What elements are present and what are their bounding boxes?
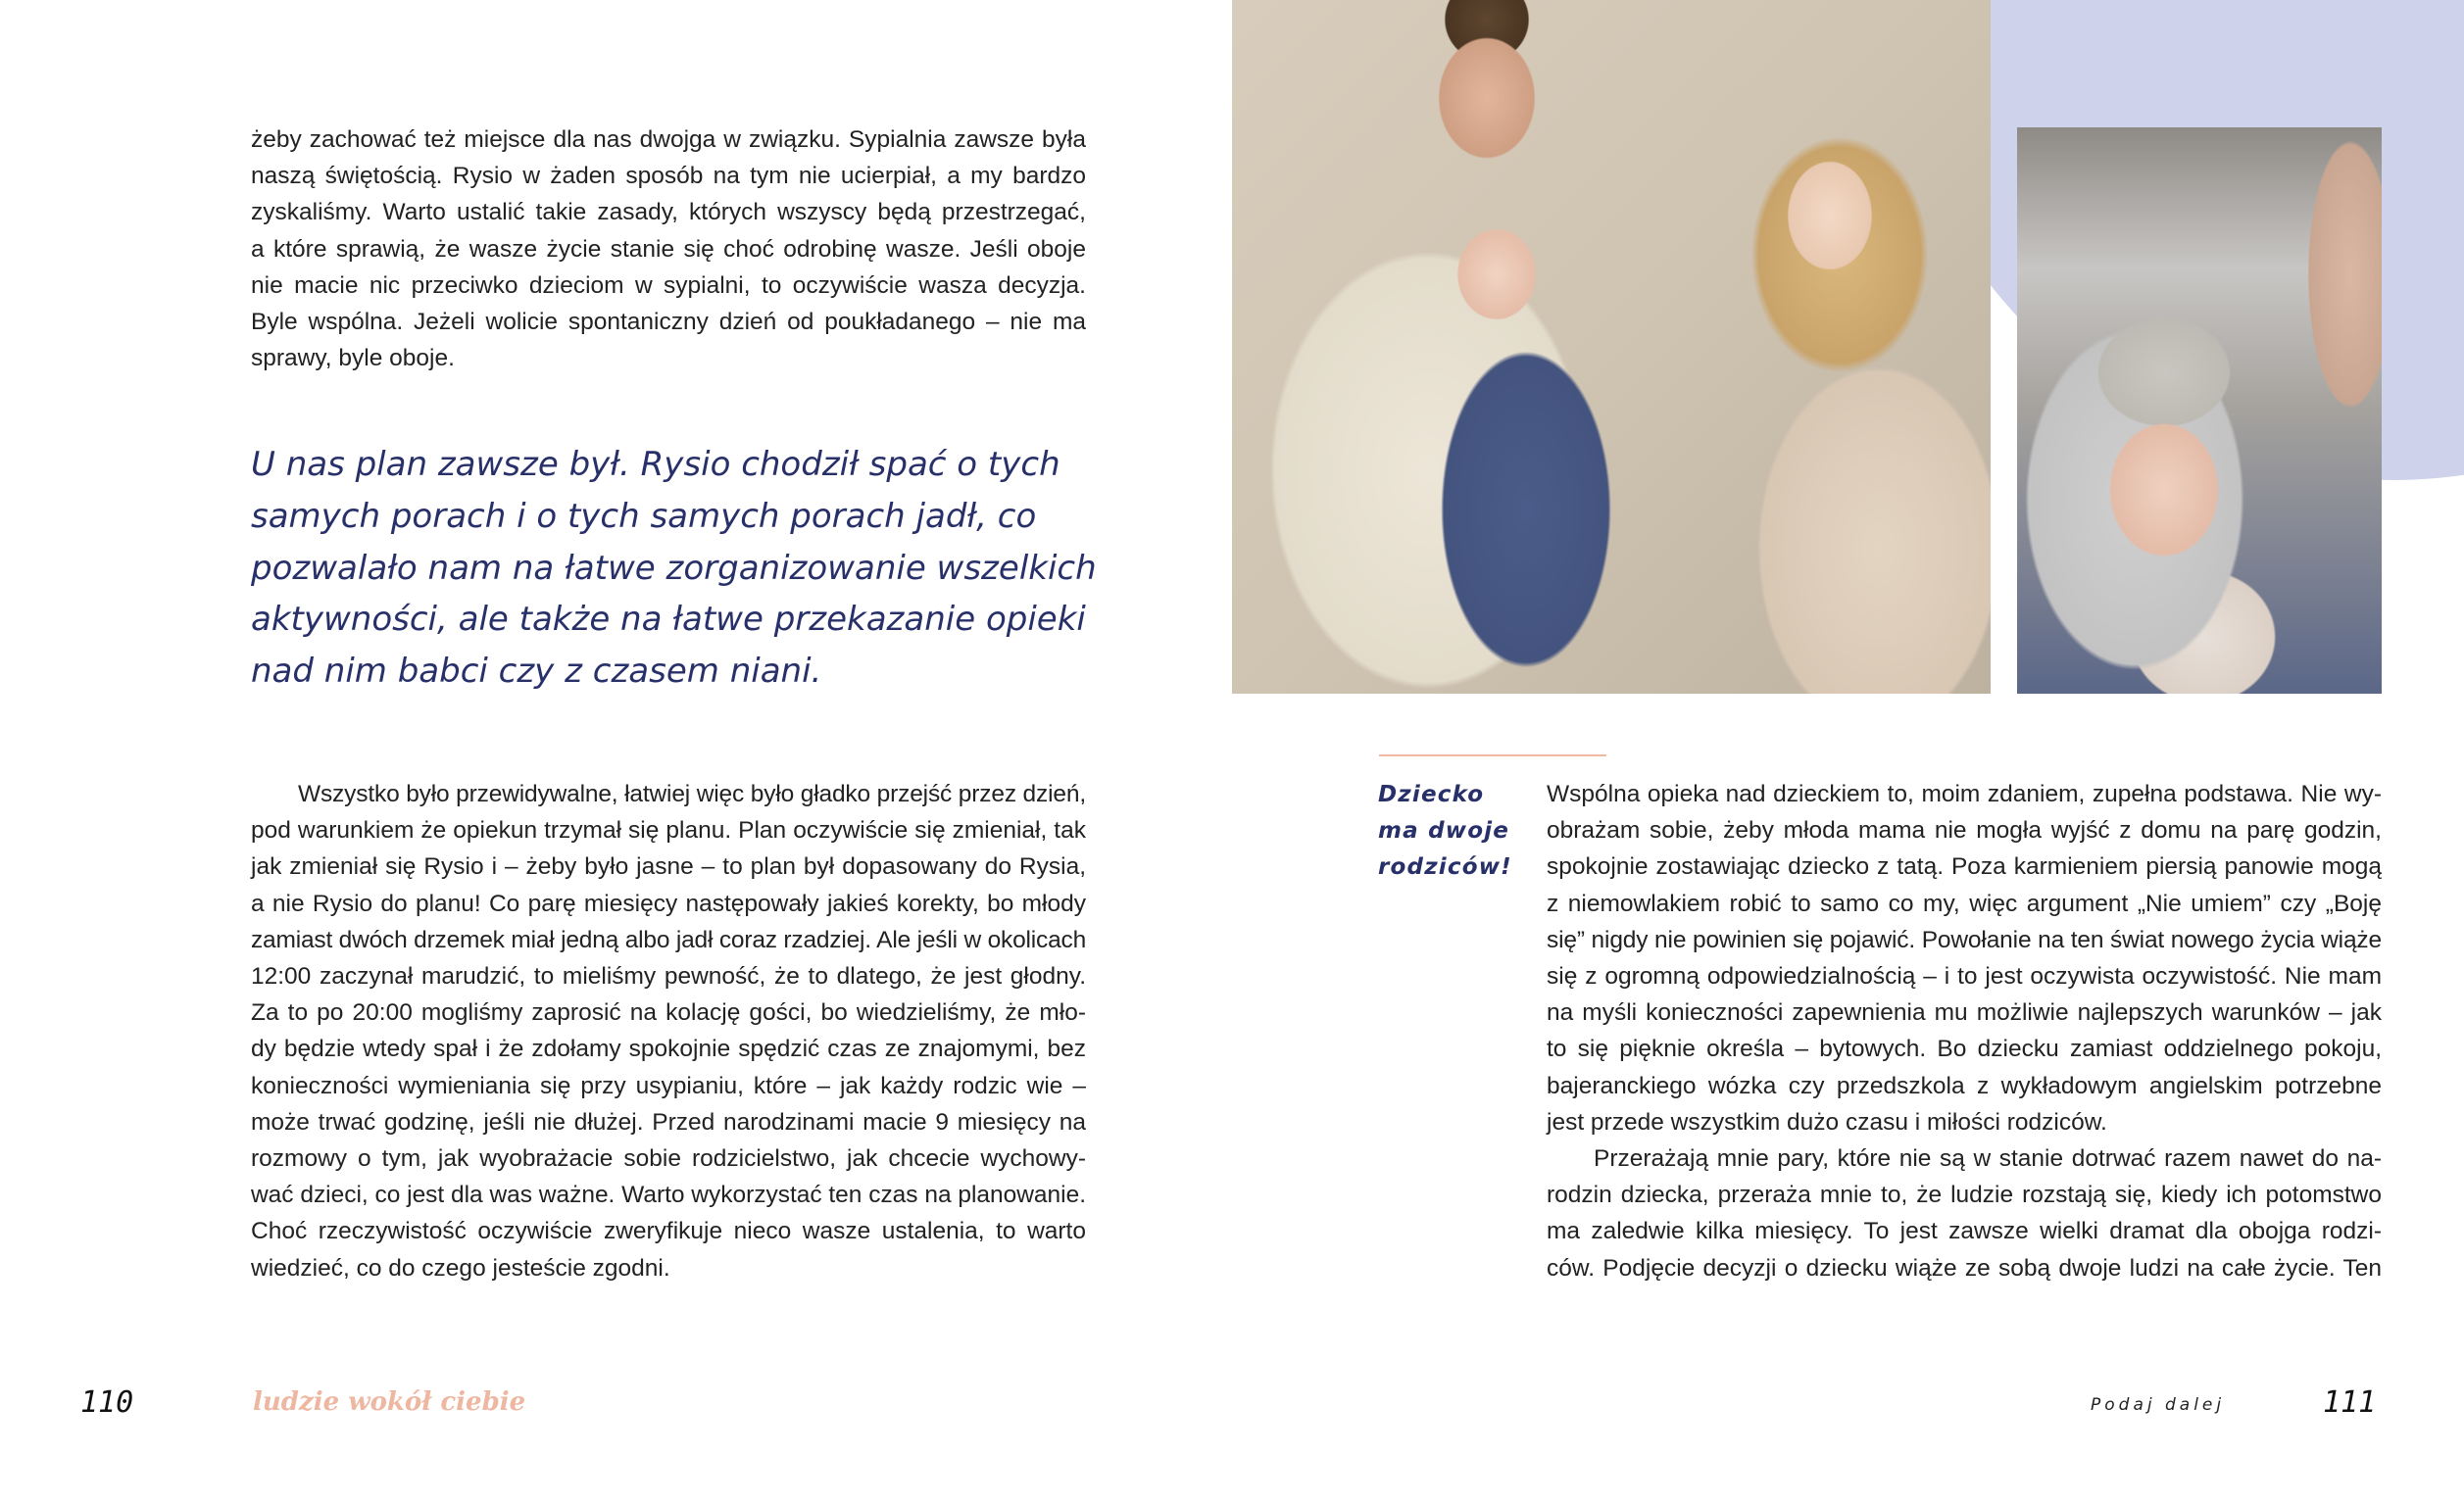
text-line: naszą świętością. Rysio w żaden sposób na tym nie ucierpiał, a my bardzo bbox=[251, 163, 1086, 190]
quote-line: U nas plan zawsze był. Rysio chodził spać o tych bbox=[251, 445, 1060, 484]
running-title-left: ludzie wokół ciebie bbox=[253, 1387, 526, 1417]
text-line: zamiast dwóch drzemek miał jedną albo jadł coraz rzadziej. Ale jeśli w okolicach bbox=[251, 926, 1086, 953]
text-line: Byle wspólna. Jeżeli wolicie spontaniczny dzień od poukładanego – nie ma bbox=[251, 309, 1086, 336]
text-line: na myśli konieczności zapewnienia mu możliwie najlepszych warunków – jak bbox=[1547, 999, 2382, 1027]
text-line: jak zmieniał się Rysio i – żeby było jasne – to plan był dopasowany do Rysia, bbox=[251, 853, 1086, 881]
text-line: obrażam sobie, żeby młoda mama nie mogła wyjść z domu na parę godzin, bbox=[1547, 817, 2382, 845]
text-line: to się pięknie określa – bytowych. Bo dziecku zamiast oddzielnego pokoju, bbox=[1547, 1036, 2382, 1063]
text-line: Za to po 20:00 mogliśmy zaprosić na kolację gości, bo wiedzieliśmy, że mło- bbox=[251, 999, 1086, 1027]
page-number-right: 111 bbox=[2323, 1385, 2377, 1420]
text-line: sprawy, byle oboje. bbox=[251, 345, 455, 372]
text-line: bajeranckiego wózka czy przedszkola z wykładowym angielskim potrzebne bbox=[1547, 1072, 2382, 1099]
quote-line: samych porach i o tych samych porach jadł, co bbox=[251, 496, 1037, 536]
sidenote-line: Dziecko bbox=[1378, 782, 1485, 807]
text-line: może trwać godzinę, jeśli nie dłużej. Przed narodzinami macie 9 miesięcy na bbox=[251, 1108, 1086, 1136]
page-number-left: 110 bbox=[80, 1385, 134, 1420]
text-line: wać dzieci, co jest dla was ważne. Warto wykorzystać ten czas na planowanie. bbox=[251, 1182, 1086, 1209]
text-line: konieczności wymieniania się przy usypianiu, które – jak każdy rodzic wie – bbox=[251, 1072, 1086, 1099]
quote-line: aktywności, ale także na łatwe przekazanie opieki bbox=[251, 600, 1086, 640]
text-line: a które sprawią, że wasze życie stanie się choć odrobinę wasze. Jeśli oboje bbox=[251, 235, 1086, 263]
text-line: 12:00 zaczynał marudzić, to mieliśmy pewność, że to dlatego, że jest głodny. bbox=[251, 963, 1086, 991]
text-line: jest przede wszystkim dużo czasu i miłości rodziców. bbox=[1547, 1108, 2107, 1136]
text-line: a nie Rysio do planu! Co parę miesięcy następowały jakieś korekty, bo młody bbox=[251, 890, 1086, 917]
text-line: pod warunkiem że opiekun trzymał się planu. Plan oczywiście się zmieniał, tak bbox=[251, 817, 1086, 845]
sidenote-rule bbox=[1379, 754, 1606, 756]
family-photo bbox=[1232, 0, 1991, 694]
text-line: nie macie nic przeciwko dzieciom w sypialni, to oczywiście wasza decyzja. bbox=[251, 271, 1086, 299]
text-line: się z ogromną odpowiedzialnością – i to jest oczywista oczywistość. Nie mam bbox=[1547, 963, 2382, 991]
text-line: dy będzie wtedy spał i że zdołamy spokojnie spędzić czas ze znajomymi, bez bbox=[251, 1036, 1086, 1063]
paragraph bbox=[251, 776, 1086, 1286]
quote-line: nad nim babci czy z czasem niani. bbox=[251, 652, 822, 692]
text-line: wiedzieć, co do czego jesteście zgodni. bbox=[251, 1254, 670, 1282]
quote-line: pozwalało nam na łatwe zorganizowanie wszelkich bbox=[251, 548, 1097, 588]
text-line: ców. Podjęcie decyzji o dziecku wiąże ze sobą dwoje ludzi na całe życie. Ten bbox=[1547, 1254, 2382, 1282]
text-line: rodzin dziecka, przeraża mnie to, że ludzie rozstają się, kiedy ich potomstwo bbox=[1547, 1182, 2382, 1209]
sidenote-line: rodziców! bbox=[1378, 854, 1512, 881]
text-line: Wszystko było przewidywalne, łatwiej więc było gładko przejść przez dzień, bbox=[298, 781, 1086, 807]
text-line: się” nigdy nie powinien się pojawić. Powołanie na ten świat nowego życia wiąże bbox=[1547, 926, 2383, 953]
text-line: spokojnie zostawiając dziecko z tatą. Poza karmieniem piersią panowie mogą bbox=[1547, 853, 2382, 881]
text-line: zyskaliśmy. Warto ustalić takie zasady, których wszyscy będą przestrzegać, bbox=[251, 199, 1086, 226]
paragraph bbox=[1547, 776, 2382, 1286]
text-line: rozmowy o tym, jak wyobrażacie sobie rodzicielstwo, jak chcecie wychowy- bbox=[251, 1145, 1086, 1173]
sidenote-line: ma dwoje bbox=[1378, 818, 1510, 845]
text-line: ma zaledwie kilka miesięcy. To jest zawsze wielki dramat dla obojga rodzi- bbox=[1547, 1218, 2382, 1245]
text-line: z niemowlakiem robić to samo co my, więc argument „Nie umiem” czy „Boję bbox=[1547, 890, 2382, 917]
baby-photo bbox=[2017, 127, 2382, 694]
running-title-right: Podaj dalej bbox=[2091, 1395, 2226, 1415]
text-line: Wspólna opieka nad dzieckiem to, moim zdaniem, zupełna podstawa. Nie wy- bbox=[1547, 781, 2382, 807]
sidenote bbox=[1378, 777, 1512, 887]
pull-quote bbox=[251, 439, 1097, 698]
text-line: żeby zachować też miejsce dla nas dwojga w związku. Sypialnia zawsze była bbox=[251, 126, 1086, 153]
text-line: Choć rzeczywistość oczywiście zweryfikuje nieco wasze ustalenia, to warto bbox=[251, 1218, 1086, 1245]
text-line: Przerażają mnie pary, które nie są w stanie dotrwać razem nawet do na- bbox=[1594, 1145, 2382, 1173]
paragraph-continuation bbox=[251, 121, 1086, 376]
